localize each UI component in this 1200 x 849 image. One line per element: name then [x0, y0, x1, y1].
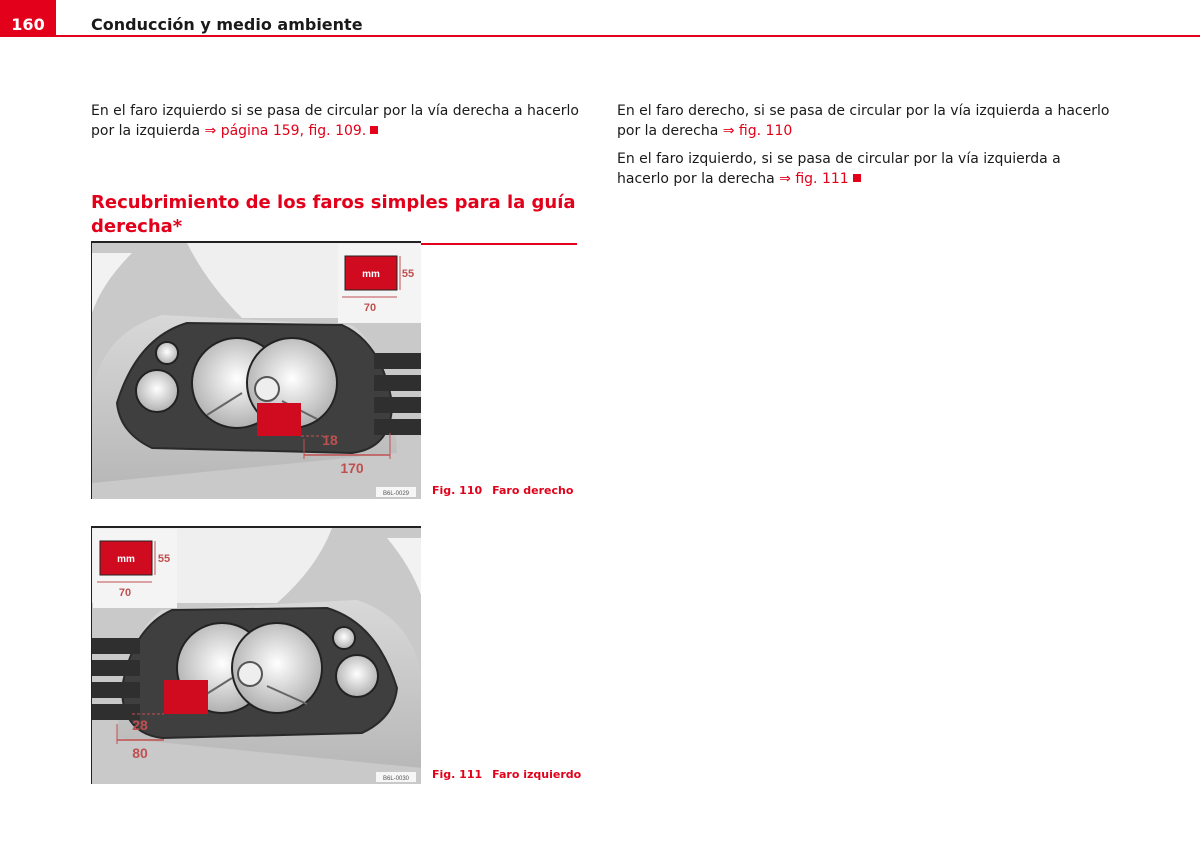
figure-number: Fig. 111	[432, 768, 483, 781]
template-width: 70	[118, 587, 132, 599]
image-code: B6L-0030	[382, 776, 410, 782]
page-number: 160	[11, 15, 45, 34]
figure-111-caption	[432, 768, 581, 782]
figure-number: Fig. 110	[432, 484, 483, 497]
chapter-title: Conducción y medio ambiente	[91, 15, 363, 34]
figure-111-image	[91, 526, 421, 784]
end-of-section-icon	[853, 174, 861, 182]
header-divider	[56, 35, 1200, 37]
figure-reference-link[interactable]: ⇒ fig. 111	[779, 171, 849, 187]
template-height: 55	[401, 268, 415, 280]
intro-paragraph	[91, 101, 581, 141]
dimension-small: 18	[322, 432, 338, 448]
paragraph-text: En el faro derecho, si se pasa de circular por la vía izquierda a hacerlo por la derecha	[617, 103, 1110, 139]
right-paragraph-2	[617, 149, 1117, 189]
figure-110-caption	[432, 484, 573, 498]
dimension-large: 170	[340, 460, 364, 476]
template-height: 55	[157, 553, 171, 565]
end-of-section-icon	[370, 126, 378, 134]
figure-reference-link[interactable]: ⇒ fig. 110	[722, 123, 793, 139]
figure-title: Faro izquierdo	[492, 768, 582, 781]
template-label: mm	[117, 554, 135, 565]
page-reference-link[interactable]: ⇒ página 159, fig. 109.	[204, 123, 367, 139]
template-width: 70	[363, 302, 377, 314]
section-heading: Recubrimiento de los faros simples para la guía derecha*	[91, 191, 577, 245]
paragraph-text: En el faro izquierdo, si se pasa de circular por la vía izquierda a hacerlo por la derecha	[617, 151, 1061, 187]
dimension-large: 80	[132, 745, 148, 761]
figure-110-image	[91, 241, 421, 499]
figure-title: Faro derecho	[492, 484, 574, 497]
right-paragraph-1	[617, 101, 1117, 141]
template-label: mm	[362, 269, 380, 280]
image-code: B6L-0029	[382, 491, 410, 497]
dimension-small: 28	[132, 717, 148, 733]
intro-text: En el faro izquierdo si se pasa de circular por la vía derecha a hacerlo por la izquierda	[91, 103, 579, 139]
